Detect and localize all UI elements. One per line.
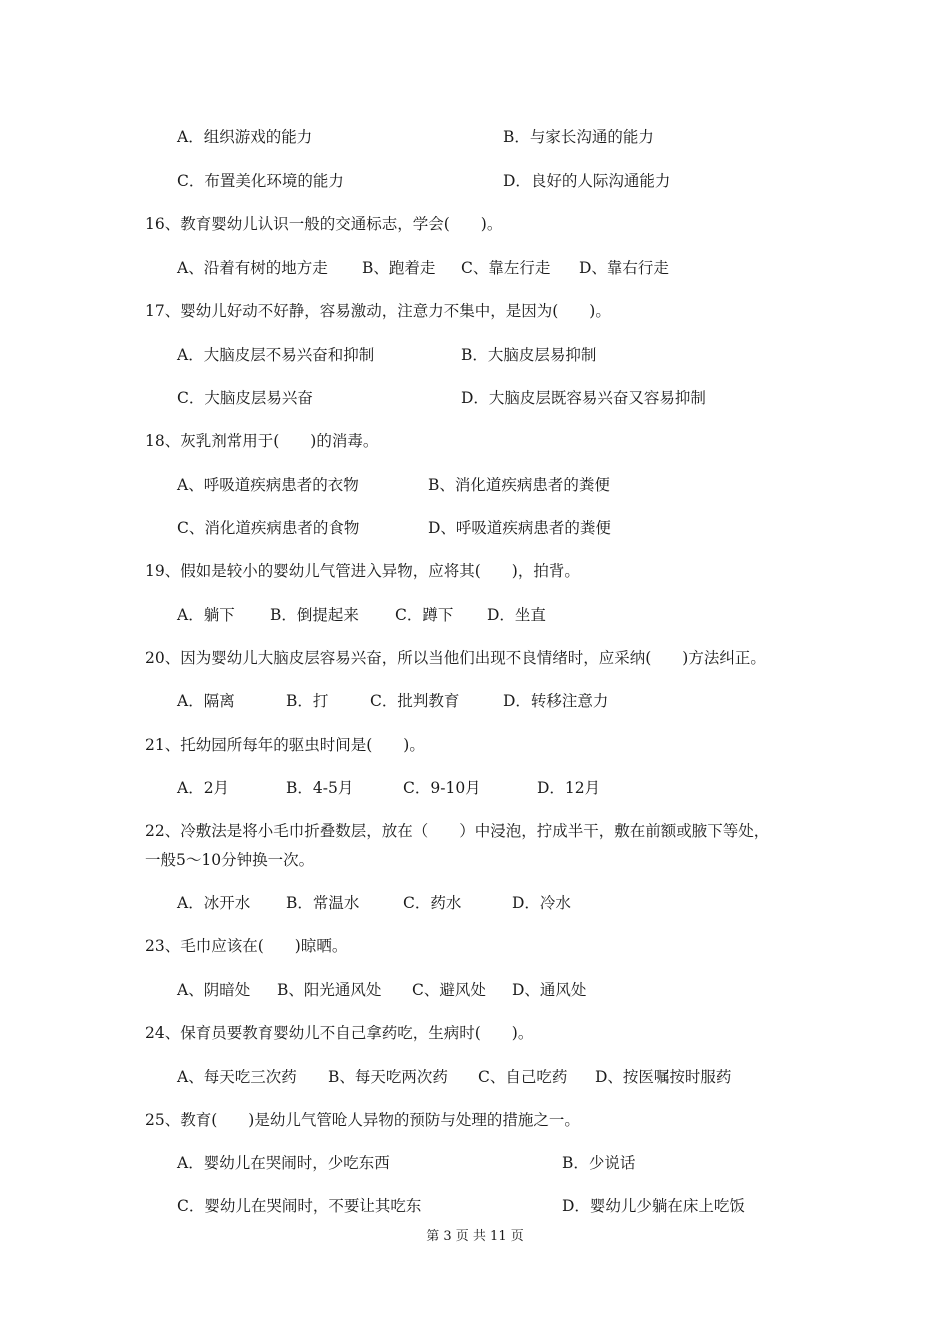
option-d: D、呼吸道疾病患者的粪便 — [428, 519, 611, 537]
option-d: D．转移注意力 — [503, 692, 609, 710]
option-c: C．蹲下 — [395, 606, 454, 624]
option-a: A．冰开水 — [177, 894, 251, 912]
option-d: D．婴幼儿少躺在床上吃饭 — [562, 1197, 745, 1215]
question-21-stem: 21、托幼园所每年的驱虫时间是( )。 — [145, 736, 425, 754]
page-number: 第 3 页 共 11 页 — [426, 1229, 524, 1244]
option-b: B．少说话 — [562, 1154, 636, 1172]
option-a: A．2月 — [177, 779, 230, 797]
option-a: A、呼吸道疾病患者的衣物 — [177, 476, 359, 494]
question-19-stem: 19、假如是较小的婴幼儿气管进入异物，应将其( )，拍背。 — [145, 562, 580, 580]
option-d: D、通风处 — [512, 981, 587, 999]
question-18-stem: 18、灰乳剂常用于( )的消毒。 — [145, 432, 379, 450]
option-a: A．组织游戏的能力 — [177, 128, 313, 146]
option-d: D、靠右行走 — [579, 259, 669, 277]
question-25-stem: 25、教育( )是幼儿气管呛人异物的预防与处理的措施之一。 — [145, 1111, 580, 1129]
option-b: B．大脑皮层易抑制 — [461, 346, 597, 364]
option-d: D．坐直 — [487, 606, 546, 624]
option-a: A．婴幼儿在哭闹时，少吃东西 — [177, 1154, 390, 1172]
option-b: B、消化道疾病患者的粪便 — [428, 476, 610, 494]
question-22-stem-continued: 一般5～10分钟换一次。 — [145, 851, 315, 869]
option-d: D、按医嘱按时服药 — [595, 1068, 732, 1086]
option-b: B．常温水 — [286, 894, 360, 912]
option-c: C．药水 — [403, 894, 462, 912]
option-d: D．冷水 — [512, 894, 571, 912]
question-16-stem: 16、教育婴幼儿认识一般的交通标志，学会( )。 — [145, 215, 503, 233]
option-a: A．大脑皮层不易兴奋和抑制 — [177, 346, 375, 364]
option-b: B．打 — [286, 692, 329, 710]
option-d: D．12月 — [537, 779, 601, 797]
option-b: B、每天吃两次药 — [328, 1068, 448, 1086]
option-b: B、阳光通风处 — [277, 981, 382, 999]
option-a: A、沿着有树的地方走 — [177, 259, 328, 277]
option-b: B、跑着走 — [362, 259, 436, 277]
option-c: C、靠左行走 — [461, 259, 551, 277]
option-c: C．批判教育 — [370, 692, 460, 710]
option-d: D．良好的人际沟通能力 — [503, 172, 671, 190]
option-b: B．倒提起来 — [270, 606, 359, 624]
question-17-stem: 17、婴幼儿好动不好静，容易激动，注意力不集中，是因为( )。 — [145, 302, 611, 320]
option-d: D．大脑皮层既容易兴奋又容易抑制 — [461, 389, 706, 407]
option-c: C、避风处 — [412, 981, 486, 999]
option-b: B．与家长沟通的能力 — [503, 128, 654, 146]
option-b: B．4-5月 — [286, 779, 354, 797]
option-c: C、消化道疾病患者的食物 — [177, 519, 360, 537]
option-a: A．躺下 — [177, 606, 235, 624]
option-a: A、每天吃三次药 — [177, 1068, 297, 1086]
option-a: A、阴暗处 — [177, 981, 251, 999]
option-c: C．9-10月 — [403, 779, 481, 797]
option-c: C、自己吃药 — [478, 1068, 568, 1086]
option-c: C．布置美化环境的能力 — [177, 172, 344, 190]
option-a: A．隔离 — [177, 692, 235, 710]
question-23-stem: 23、毛巾应该在( )晾晒。 — [145, 937, 348, 955]
option-c: C．婴幼儿在哭闹时，不要让其吃东 — [177, 1197, 422, 1215]
question-24-stem: 24、保育员要教育婴幼儿不自己拿药吃，生病时( )。 — [145, 1024, 534, 1042]
option-c: C．大脑皮层易兴奋 — [177, 389, 313, 407]
question-22-stem: 22、冷敷法是将小毛巾折叠数层，放在（ ）中浸泡，拧成半干，敷在前额或腋下等处， — [145, 822, 770, 840]
question-20-stem: 20、因为婴幼儿大脑皮层容易兴奋，所以当他们出现不良情绪时，应采纳( )方法纠正。 — [145, 649, 766, 667]
